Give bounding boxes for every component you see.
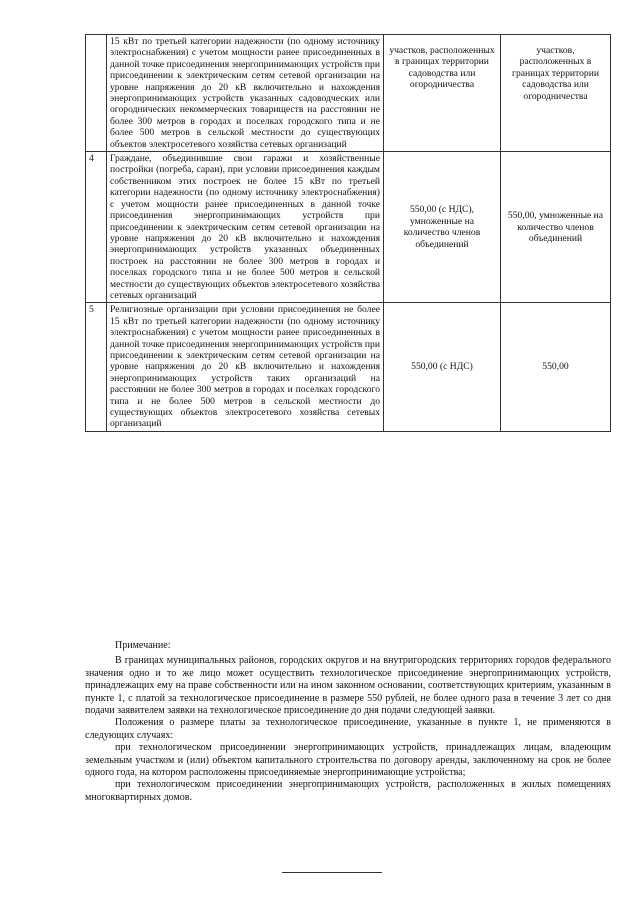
tariff-table [85,34,611,432]
notes-paragraph: Положения о размере платы за технологическое присоединение, указанные в пункте 1, не применяются в следующих случаях: [85,717,611,741]
notes-paragraph: при технологическом присоединении энергопринимающих устройств, расположенных в жилых помещениях многоквартирных домов. [85,779,611,803]
row-number: 5 [86,303,107,431]
row-fee-with-vat: 550,00 (с НДС) [384,303,501,431]
row-fee-with-vat: 550,00 (с НДС), умноженные на количество членов объединений [384,152,501,303]
row-number [86,35,107,152]
notes-heading: Примечание: [115,640,171,651]
row-fee-without-vat: участков, расположенных в границах территории садоводства или огородничества [501,35,611,152]
closing-divider [282,872,382,873]
table-row [86,152,611,303]
row-description: Граждане, объединившие свои гаражи и хозяйственные постройки (погреба, сараи), при условии присоединения каждым собственником этих построек не более 15 кВт по третьей категории надежности (по одному источнику электроснабжения) с учетом мощности ранее присоединенных в данной точке присоединения энергопринимающих устройств при присоединении к электрическим сетям сетевой организации на уровне напряжения до 20 кВ включительно и нахождения энергопринимающих устройств указанных объединенных построек на расстоянии не более 300 метров в городах и поселках городского типа и не более 500 метров в сельской местности до существующих объектов электросетевого хозяйства сетевых организаций [107,152,384,303]
row-number: 4 [86,152,107,303]
notes-section [85,640,611,804]
table-row [86,303,611,431]
notes-paragraph: В границах муниципальных районов, городских округов и на внутригородских территориях городов федерального значения одно и то же лицо может осуществить технологическое присоединение энергопринимающих устройств, принадлежащих ему на праве собственности или на ином законном основании, соответствующих критериям, указанным в пункте 1, с платой за технологическое присоединение в размере 550 рублей, не более одного раза в течение 3 лет со дня подачи заявителем заявки на технологическое присоединение до дня подачи следующей заявки. [85,655,611,717]
row-fee-without-vat: 550,00, умноженные на количество членов объединений [501,152,611,303]
row-fee-without-vat: 550,00 [501,303,611,431]
table-row [86,35,611,152]
row-description: 15 кВт по третьей категории надежности (по одному источнику электроснабжения) с учетом мощности ранее присоединенных в данной точке присоединения энергопринимающих устройств при присоединении к электрическим сетям сетевой организации на уровне напряжения до 20 кВ включительно и нахождения энергопринимающих устройств указанных садоводческих или огороднических некоммерческих товариществ на расстоянии не более 300 метров в городах и поселках городского типа и не более 500 метров в сельской местности до существующих объектов электросетевого хозяйства сетевых организаций [107,35,384,152]
notes-paragraph: при технологическом присоединении энергопринимающих устройств, принадлежащих лицам, владеющим земельным участком и (или) объектом капитального строительства по договору аренды, заключенному на срок не более одного года, на котором расположены присоединяемые энергопринимающие устройства; [85,742,611,779]
row-fee-with-vat: участков, расположенных в границах территории садоводства или огородничества [384,35,501,152]
row-description: Религиозные организации при условии присоединения не более 15 кВт по третьей категории надежности (по одному источнику электроснабжения) с учетом мощности ранее присоединенных в данной точке присоединения энергопринимающих устройств при присоединении к электрическим сетям сетевой организации на уровне напряжения до 20 кВ включительно и нахождения энергопринимающих устройств таких организаций на расстоянии не более 300 метров в городах и поселках городского типа и не более 500 метров в сельской местности до существующих объектов электросетевого хозяйства сетевых организаций [107,303,384,431]
